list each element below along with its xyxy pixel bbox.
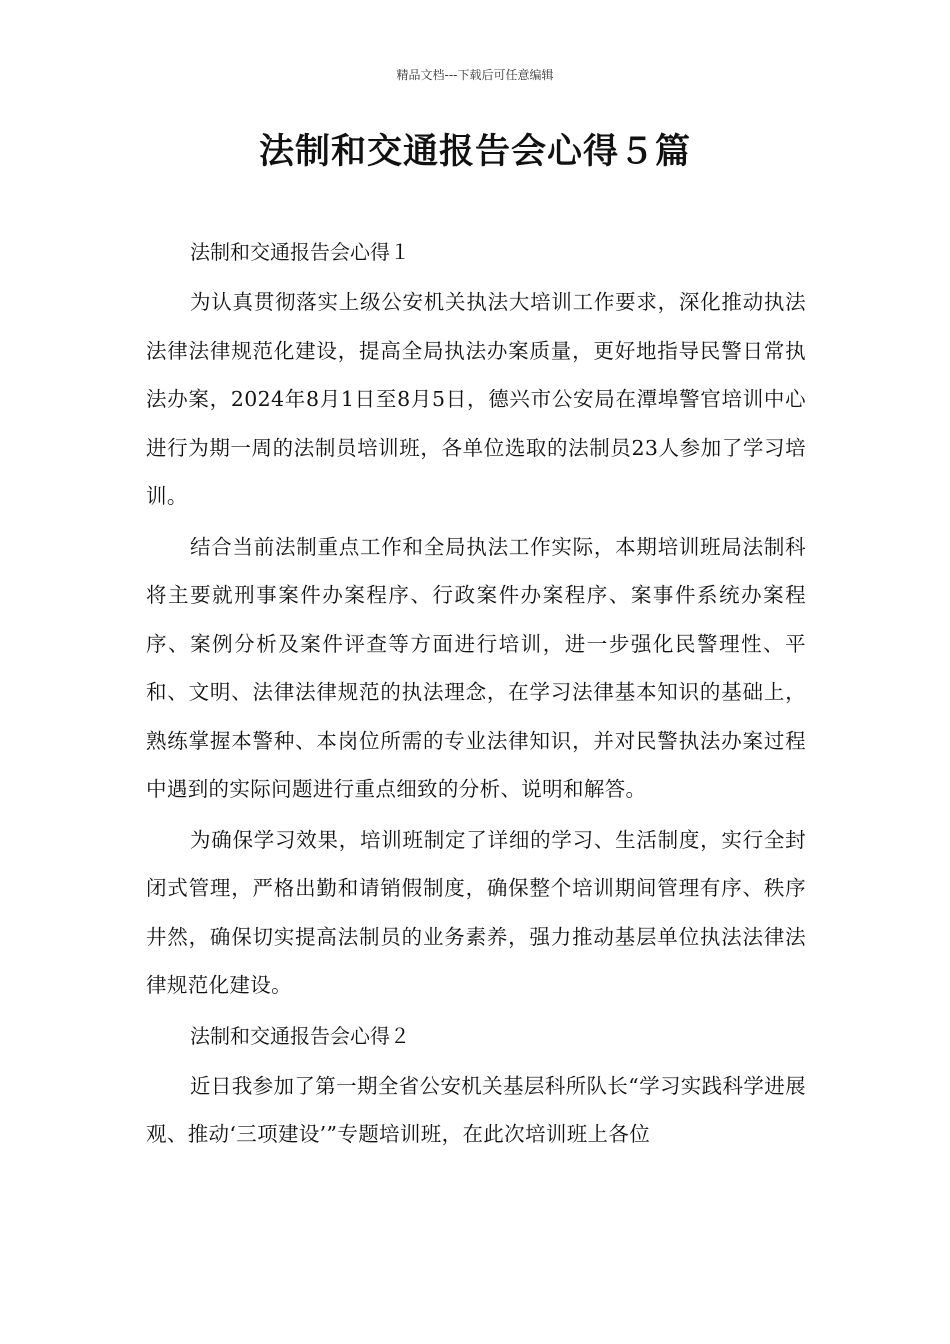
paragraph-1: 为认真贯彻落实上级公安机关执法大培训工作要求，深化推动执法法律法律规范化建设，提高全局执法办案质量，更好地指导民警日常执法办案，2024年8月1日至8月5日，德兴市公安局在潭埠警官培训中心进行为期一周的法制员培训班，各单位选取的法制员23人参加了学习培训。 (146, 290, 806, 508)
document-title: 法制和交通报告会心得５篇 (258, 132, 691, 172)
document-body (146, 228, 806, 1161)
paragraph-2: 结合当前法制重点工作和全局执法工作实际，本期培训班局法制科将主要就刑事案件办案程序、行政案件办案程序、案事件系统办案程序、案例分析及案件评查等方面进行培训，进一步强化民警理性、平和、文明、法律法律规范的执法理念，在学习法律基本知识的基础上，熟练掌握本警种、本岗位所需的专业法律知识，并对民警执法办案过程中遇到的实际问题进行重点细致的分析、说明和解答。 (146, 534, 806, 801)
section-heading-1: 法制和交通报告会心得１ (190, 240, 410, 264)
paragraph-3: 为确保学习效果，培训班制定了详细的学习、生活制度，实行全封闭式管理，严格出勤和请销假制度，确保整个培训期间管理有序、秩序井然，确保切实提高法制员的业务素养，强力推动基层单位执法法律法律规范化建设。 (146, 827, 806, 997)
section-heading-2: 法制和交通报告会心得２ (190, 1023, 410, 1048)
page-header: 精品文档---下载后可任意编辑 (396, 68, 554, 82)
paragraph-4: 近日我参加了第一期全省公安机关基层科所队长“学习实践科学进展观、推动‘三项建设’”专题培训班，在此次培训班上各位 (146, 1073, 806, 1146)
